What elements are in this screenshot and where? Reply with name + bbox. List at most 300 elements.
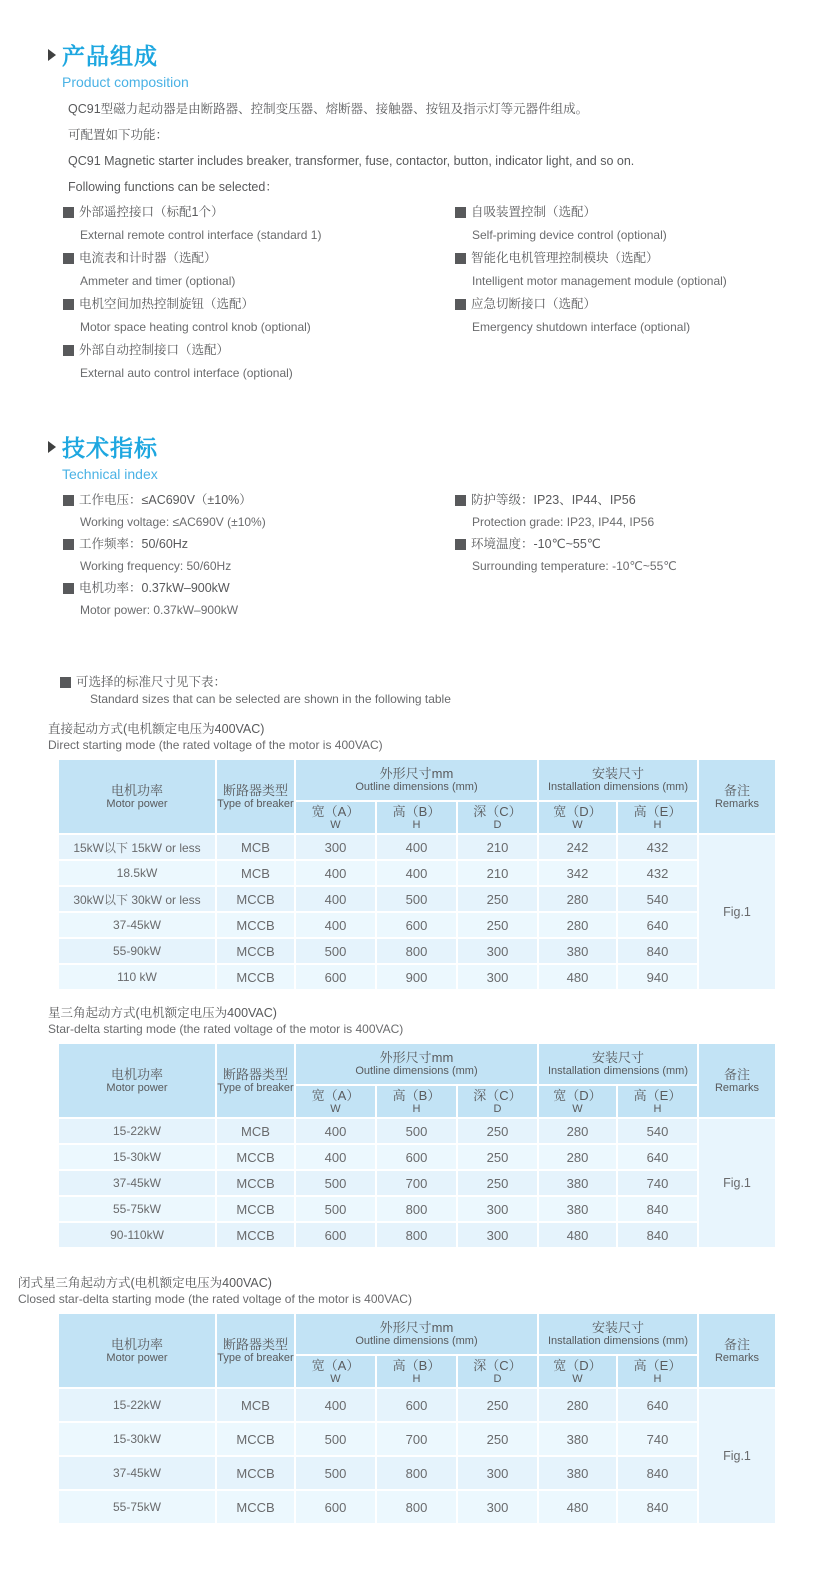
group-header-outline-dimensions-en: Outline dimensions (mm) bbox=[355, 781, 478, 793]
square-bullet-icon bbox=[63, 583, 74, 594]
group-header-installation-dimensions-en: Installation dimensions (mm) bbox=[548, 1335, 688, 1347]
square-bullet-icon bbox=[455, 253, 466, 264]
sub-col-label-zh: 高（B） bbox=[392, 1087, 441, 1103]
col-header-remarks bbox=[698, 1043, 776, 1118]
item-text-en: Intelligent motor management module (optional) bbox=[472, 274, 727, 288]
item-line-zh bbox=[63, 201, 321, 224]
header-row-main bbox=[58, 759, 776, 801]
col-header-breaker-type-en: Type of breaker bbox=[217, 1351, 294, 1364]
col-header-motor-power-en: Motor power bbox=[106, 1081, 168, 1094]
cell-dimension: 342 bbox=[538, 860, 617, 886]
square-bullet-icon bbox=[63, 345, 74, 356]
table-row bbox=[58, 1388, 776, 1422]
sub-col-letter: W bbox=[572, 1102, 583, 1115]
cell-dimension: 640 bbox=[617, 1144, 698, 1170]
table-block-star-delta bbox=[48, 1005, 777, 1249]
cell-dimension: 840 bbox=[617, 1456, 698, 1490]
list-item bbox=[455, 293, 727, 339]
sub-col-header bbox=[538, 1085, 617, 1118]
table-row bbox=[58, 1144, 776, 1170]
item-text-en: Working frequency: 50/60Hz bbox=[80, 559, 232, 573]
table-row bbox=[58, 1196, 776, 1222]
item-text-zh: 自吸装置控制（选配） bbox=[471, 205, 597, 219]
note-line-zh bbox=[60, 674, 451, 691]
list-item bbox=[455, 247, 727, 293]
cell-breaker-type: MCCB bbox=[216, 1222, 295, 1248]
group-header-outline-dimensions-zh: 外形尺寸mm bbox=[379, 766, 454, 781]
product-title-zh: 产品组成 bbox=[62, 43, 158, 69]
col-header-motor-power-zh: 电机功率 bbox=[110, 1066, 163, 1082]
table-row bbox=[58, 1118, 776, 1144]
paragraph-configure-en: Following functions can be selected： bbox=[68, 180, 278, 194]
cell-dimension: 380 bbox=[538, 938, 617, 964]
item-text-en: Emergency shutdown interface (optional) bbox=[472, 320, 691, 334]
cell-dimension: 400 bbox=[295, 1144, 376, 1170]
item-line-zh bbox=[455, 201, 727, 224]
cell-dimension: 210 bbox=[457, 834, 538, 860]
technical-title-zh: 技术指标 bbox=[62, 435, 158, 461]
sub-col-letter: W bbox=[572, 1372, 583, 1385]
cell-motor-power: 110 kW bbox=[58, 964, 216, 990]
cell-dimension: 432 bbox=[617, 834, 698, 860]
cell-dimension: 400 bbox=[295, 912, 376, 938]
feature-list-left bbox=[63, 201, 321, 385]
paragraph-intro-en: QC91 Magnetic starter includes breaker, transformer, fuse, contactor, button, indicator light, and so on. bbox=[68, 154, 635, 168]
cell-dimension: 400 bbox=[295, 1388, 376, 1422]
sub-col-label-zh: 高（E） bbox=[633, 1357, 682, 1373]
square-bullet-icon bbox=[63, 253, 74, 264]
product-title-en: Product composition bbox=[62, 74, 189, 90]
cell-motor-power: 15kW以下 15kW or less bbox=[58, 834, 216, 860]
sub-col-header bbox=[617, 1355, 698, 1388]
sub-col-label-zh: 高（E） bbox=[633, 803, 682, 819]
standard-sizes-note bbox=[60, 674, 451, 708]
cell-dimension: 400 bbox=[295, 860, 376, 886]
group-header-outline-dimensions-zh: 外形尺寸mm bbox=[379, 1050, 454, 1065]
size-table bbox=[57, 758, 777, 991]
cell-dimension: 900 bbox=[376, 964, 457, 990]
table-row bbox=[58, 886, 776, 912]
cell-dimension: 500 bbox=[295, 1422, 376, 1456]
list-item bbox=[63, 489, 266, 533]
sub-col-label-zh: 宽（D） bbox=[553, 1357, 602, 1373]
cell-breaker-type: MCCB bbox=[216, 1144, 295, 1170]
cell-dimension: 250 bbox=[457, 1388, 538, 1422]
section-product-composition bbox=[48, 38, 189, 90]
square-bullet-icon bbox=[63, 495, 74, 506]
sub-col-header bbox=[295, 1355, 376, 1388]
sub-col-header bbox=[457, 1085, 538, 1118]
cell-motor-power: 15-22kW bbox=[58, 1118, 216, 1144]
list-item bbox=[63, 533, 266, 577]
technical-title-en: Technical index bbox=[62, 466, 158, 482]
item-text-en: Self-priming device control (optional) bbox=[472, 228, 667, 242]
cell-dimension: 480 bbox=[538, 1222, 617, 1248]
group-header-installation-dimensions bbox=[538, 1043, 698, 1085]
paragraph-intro-zh: QC91型磁力起动器是由断路器、控制变压器、熔断器、接触器、按钮及指示灯等元器件组成。 bbox=[68, 102, 589, 116]
sub-col-letter: D bbox=[493, 1102, 502, 1115]
cell-dimension: 600 bbox=[295, 1222, 376, 1248]
group-header-installation-dimensions-zh: 安装尺寸 bbox=[591, 1320, 644, 1335]
table-row bbox=[58, 834, 776, 860]
item-line-zh bbox=[455, 533, 677, 555]
header-row-main bbox=[58, 1043, 776, 1085]
cell-dimension: 500 bbox=[295, 1196, 376, 1222]
table-caption-en: Closed star-delta starting mode (the rated voltage of the motor is 400VAC) bbox=[18, 1292, 412, 1306]
table-body bbox=[58, 1118, 776, 1248]
cell-dimension: 700 bbox=[376, 1170, 457, 1196]
cell-dimension: 250 bbox=[457, 1422, 538, 1456]
sub-col-letter: H bbox=[653, 818, 662, 831]
cell-breaker-type: MCCB bbox=[216, 1422, 295, 1456]
item-line-zh bbox=[63, 247, 321, 270]
list-item bbox=[455, 533, 677, 577]
table-row bbox=[58, 938, 776, 964]
header-row-main bbox=[58, 1313, 776, 1355]
cell-dimension: 300 bbox=[457, 1222, 538, 1248]
sub-col-header bbox=[538, 801, 617, 834]
size-table bbox=[57, 1312, 777, 1525]
cell-breaker-type: MCCB bbox=[216, 1170, 295, 1196]
col-header-motor-power bbox=[58, 759, 216, 834]
cell-dimension: 600 bbox=[376, 1144, 457, 1170]
col-header-breaker-type bbox=[216, 1043, 295, 1118]
table-caption-en: Star-delta starting mode (the rated voltage of the motor is 400VAC) bbox=[48, 1022, 404, 1036]
cell-dimension: 300 bbox=[457, 1490, 538, 1524]
table-row bbox=[58, 1456, 776, 1490]
item-line-zh bbox=[63, 293, 321, 316]
item-text-en: External remote control interface (standard 1) bbox=[80, 228, 322, 242]
list-item bbox=[63, 201, 321, 247]
cell-dimension: 840 bbox=[617, 1196, 698, 1222]
cell-dimension: 740 bbox=[617, 1422, 698, 1456]
sub-col-letter: H bbox=[412, 1372, 421, 1385]
sub-col-letter: W bbox=[330, 818, 341, 831]
cell-dimension: 600 bbox=[295, 964, 376, 990]
square-bullet-icon bbox=[60, 677, 71, 688]
item-text-zh: 环境温度：-10℃~55℃ bbox=[471, 537, 601, 551]
cell-dimension: 250 bbox=[457, 912, 538, 938]
cell-dimension: 480 bbox=[538, 1490, 617, 1524]
list-item bbox=[63, 339, 321, 385]
cell-dimension: 380 bbox=[538, 1196, 617, 1222]
item-text-zh: 智能化电机管理控制模块（选配） bbox=[471, 251, 659, 265]
cell-dimension: 400 bbox=[295, 1118, 376, 1144]
item-text-en: Motor power: 0.37kW–900kW bbox=[80, 603, 239, 617]
sub-col-letter: D bbox=[493, 818, 502, 831]
cell-dimension: 840 bbox=[617, 1222, 698, 1248]
list-item bbox=[455, 201, 727, 247]
cell-breaker-type: MCCB bbox=[216, 1196, 295, 1222]
product-paragraphs bbox=[68, 96, 634, 200]
col-header-motor-power-zh: 电机功率 bbox=[110, 1336, 163, 1352]
col-header-remarks-zh: 备注 bbox=[723, 782, 750, 798]
cell-motor-power: 37-45kW bbox=[58, 1170, 216, 1196]
cell-dimension: 250 bbox=[457, 1118, 538, 1144]
group-header-installation-dimensions bbox=[538, 1313, 698, 1355]
cell-remark: Fig.1 bbox=[698, 834, 776, 990]
col-header-breaker-type bbox=[216, 1313, 295, 1388]
cell-dimension: 700 bbox=[376, 1422, 457, 1456]
cell-dimension: 300 bbox=[457, 1456, 538, 1490]
sub-col-letter: H bbox=[412, 1102, 421, 1115]
cell-motor-power: 18.5kW bbox=[58, 860, 216, 886]
square-bullet-icon bbox=[455, 539, 466, 550]
cell-dimension: 250 bbox=[457, 1144, 538, 1170]
group-header-installation-dimensions-zh: 安装尺寸 bbox=[591, 766, 644, 781]
cell-motor-power: 15-30kW bbox=[58, 1422, 216, 1456]
group-header-installation-dimensions bbox=[538, 759, 698, 801]
list-item bbox=[63, 247, 321, 293]
group-header-outline-dimensions-en: Outline dimensions (mm) bbox=[355, 1065, 478, 1077]
item-text-zh: 防护等级：IP23、IP44、IP56 bbox=[471, 493, 636, 507]
col-header-breaker-type-zh: 断路器类型 bbox=[222, 1066, 288, 1082]
cell-dimension: 280 bbox=[538, 1388, 617, 1422]
section-title-row bbox=[48, 38, 189, 71]
cell-breaker-type: MCCB bbox=[216, 1456, 295, 1490]
sub-col-letter: H bbox=[653, 1102, 662, 1115]
cell-dimension: 800 bbox=[376, 1222, 457, 1248]
group-header-installation-dimensions-en: Installation dimensions (mm) bbox=[548, 781, 688, 793]
sub-col-label-zh: 宽（A） bbox=[311, 1087, 360, 1103]
cell-dimension: 280 bbox=[538, 886, 617, 912]
cell-motor-power: 37-45kW bbox=[58, 912, 216, 938]
item-text-zh: 外部遥控接口（标配1个） bbox=[79, 205, 224, 219]
list-item bbox=[63, 577, 266, 621]
item-line-zh bbox=[455, 247, 727, 270]
sub-col-label-zh: 宽（D） bbox=[553, 803, 602, 819]
square-bullet-icon bbox=[63, 539, 74, 550]
group-header-outline-dimensions-zh: 外形尺寸mm bbox=[379, 1320, 454, 1335]
sub-col-label-zh: 宽（A） bbox=[311, 1357, 360, 1373]
group-header-outline-dimensions bbox=[295, 1313, 538, 1355]
cell-dimension: 800 bbox=[376, 1196, 457, 1222]
sub-col-letter: H bbox=[653, 1372, 662, 1385]
item-text-zh: 工作电压：≤AC690V（±10%） bbox=[79, 493, 252, 507]
table-container bbox=[57, 758, 777, 991]
sub-col-header bbox=[295, 801, 376, 834]
cell-motor-power: 55-75kW bbox=[58, 1196, 216, 1222]
cell-breaker-type: MCB bbox=[216, 1388, 295, 1422]
list-item bbox=[455, 489, 677, 533]
square-bullet-icon bbox=[63, 299, 74, 310]
cell-remark: Fig.1 bbox=[698, 1388, 776, 1524]
cell-motor-power: 15-30kW bbox=[58, 1144, 216, 1170]
cell-dimension: 800 bbox=[376, 1456, 457, 1490]
cell-dimension: 840 bbox=[617, 1490, 698, 1524]
cell-dimension: 480 bbox=[538, 964, 617, 990]
item-line-zh bbox=[455, 489, 677, 511]
sub-col-header bbox=[617, 801, 698, 834]
item-text-zh: 应急切断接口（选配） bbox=[471, 297, 597, 311]
cell-dimension: 500 bbox=[376, 886, 457, 912]
item-line-zh bbox=[455, 293, 727, 316]
cell-dimension: 400 bbox=[376, 834, 457, 860]
sub-col-label-zh: 深（C） bbox=[473, 1087, 522, 1103]
item-text-zh: 外部自动控制接口（选配） bbox=[79, 343, 230, 357]
cell-breaker-type: MCB bbox=[216, 834, 295, 860]
cell-dimension: 500 bbox=[295, 1170, 376, 1196]
col-header-remarks bbox=[698, 759, 776, 834]
cell-breaker-type: MCB bbox=[216, 860, 295, 886]
cell-dimension: 500 bbox=[295, 938, 376, 964]
cell-dimension: 600 bbox=[376, 912, 457, 938]
cell-dimension: 380 bbox=[538, 1170, 617, 1196]
sub-col-label-zh: 高（B） bbox=[392, 803, 441, 819]
cell-dimension: 640 bbox=[617, 912, 698, 938]
sub-col-label-zh: 宽（A） bbox=[311, 803, 360, 819]
cell-dimension: 300 bbox=[457, 938, 538, 964]
cell-dimension: 300 bbox=[457, 964, 538, 990]
cell-dimension: 640 bbox=[617, 1388, 698, 1422]
cell-motor-power: 30kW以下 30kW or less bbox=[58, 886, 216, 912]
square-bullet-icon bbox=[455, 207, 466, 218]
sub-col-header bbox=[457, 1355, 538, 1388]
cell-dimension: 800 bbox=[376, 938, 457, 964]
table-row bbox=[58, 1422, 776, 1456]
cell-dimension: 400 bbox=[376, 860, 457, 886]
cell-breaker-type: MCB bbox=[216, 1118, 295, 1144]
note-text-en: Standard sizes that can be selected are shown in the following table bbox=[90, 692, 451, 706]
cell-dimension: 600 bbox=[376, 1388, 457, 1422]
table-body bbox=[58, 834, 776, 990]
item-text-zh: 工作频率：50/60Hz bbox=[79, 537, 189, 551]
sub-col-header bbox=[376, 1085, 457, 1118]
section-technical-index bbox=[48, 430, 158, 482]
table-row bbox=[58, 964, 776, 990]
item-line-zh bbox=[63, 339, 321, 362]
col-header-breaker-type bbox=[216, 759, 295, 834]
list-item bbox=[63, 293, 321, 339]
cell-motor-power: 90-110kW bbox=[58, 1222, 216, 1248]
cell-dimension: 840 bbox=[617, 938, 698, 964]
table-row bbox=[58, 1490, 776, 1524]
square-bullet-icon bbox=[455, 495, 466, 506]
col-header-motor-power bbox=[58, 1043, 216, 1118]
cell-dimension: 280 bbox=[538, 912, 617, 938]
col-header-motor-power-zh: 电机功率 bbox=[110, 782, 163, 798]
item-text-en: Ammeter and timer (optional) bbox=[80, 274, 236, 288]
section-title-row bbox=[48, 430, 158, 463]
cell-breaker-type: MCCB bbox=[216, 886, 295, 912]
col-header-remarks bbox=[698, 1313, 776, 1388]
cell-motor-power: 55-75kW bbox=[58, 1490, 216, 1524]
col-header-breaker-type-en: Type of breaker bbox=[217, 797, 294, 810]
sub-col-header bbox=[376, 801, 457, 834]
spec-list-right bbox=[455, 489, 677, 577]
item-text-zh: 电机功率：0.37kW–900kW bbox=[79, 581, 230, 595]
cell-dimension: 540 bbox=[617, 886, 698, 912]
table-row bbox=[58, 912, 776, 938]
item-text-en: Working voltage: ≤AC690V (±10%) bbox=[80, 515, 266, 529]
cell-dimension: 432 bbox=[617, 860, 698, 886]
cell-breaker-type: MCCB bbox=[216, 938, 295, 964]
square-bullet-icon bbox=[455, 299, 466, 310]
table-container bbox=[57, 1312, 777, 1525]
table-header bbox=[58, 1043, 776, 1118]
size-table bbox=[57, 1042, 777, 1249]
group-header-outline-dimensions bbox=[295, 759, 538, 801]
col-header-remarks-en: Remarks bbox=[714, 1081, 759, 1094]
item-line-zh bbox=[63, 489, 266, 511]
table-header bbox=[58, 759, 776, 834]
cell-dimension: 300 bbox=[295, 834, 376, 860]
cell-remark: Fig.1 bbox=[698, 1118, 776, 1248]
sub-col-label-zh: 宽（D） bbox=[553, 1087, 602, 1103]
sub-col-label-zh: 高（B） bbox=[392, 1357, 441, 1373]
note-text-zh: 可选择的标准尺寸见下表： bbox=[76, 675, 227, 689]
cell-dimension: 250 bbox=[457, 1170, 538, 1196]
cell-dimension: 280 bbox=[538, 1118, 617, 1144]
table-row bbox=[58, 1222, 776, 1248]
sub-col-label-zh: 高（E） bbox=[633, 1087, 682, 1103]
item-line-zh bbox=[63, 533, 266, 555]
cell-breaker-type: MCCB bbox=[216, 1490, 295, 1524]
cell-dimension: 400 bbox=[295, 886, 376, 912]
cell-motor-power: 37-45kW bbox=[58, 1456, 216, 1490]
table-row bbox=[58, 1170, 776, 1196]
cell-dimension: 500 bbox=[376, 1118, 457, 1144]
cell-dimension: 380 bbox=[538, 1422, 617, 1456]
cell-dimension: 250 bbox=[457, 886, 538, 912]
sub-col-letter: H bbox=[412, 818, 421, 831]
cell-breaker-type: MCCB bbox=[216, 912, 295, 938]
cell-dimension: 540 bbox=[617, 1118, 698, 1144]
sub-col-header bbox=[538, 1355, 617, 1388]
col-header-remarks-zh: 备注 bbox=[723, 1336, 750, 1352]
item-text-en: Protection grade: IP23, IP44, IP56 bbox=[472, 515, 655, 529]
col-header-breaker-type-en: Type of breaker bbox=[217, 1081, 294, 1094]
cell-dimension: 210 bbox=[457, 860, 538, 886]
cell-dimension: 500 bbox=[295, 1456, 376, 1490]
cell-dimension: 940 bbox=[617, 964, 698, 990]
item-text-zh: 电机空间加热控制旋钮（选配） bbox=[79, 297, 255, 311]
sub-col-label-zh: 深（C） bbox=[473, 803, 522, 819]
item-text-en: Surrounding temperature: -10℃~55℃ bbox=[472, 559, 677, 573]
table-header bbox=[58, 1313, 776, 1388]
cell-motor-power: 15-22kW bbox=[58, 1388, 216, 1422]
table-caption-zh: 闭式星三角起动方式(电机额定电压为400VAC) bbox=[18, 1276, 272, 1290]
table-row bbox=[58, 860, 776, 886]
sub-col-header bbox=[617, 1085, 698, 1118]
table-container bbox=[57, 1042, 777, 1249]
item-text-en: Motor space heating control knob (optional) bbox=[80, 320, 311, 334]
cell-motor-power: 55-90kW bbox=[58, 938, 216, 964]
item-text-en: External auto control interface (optional) bbox=[80, 366, 293, 380]
col-header-remarks-en: Remarks bbox=[714, 797, 759, 810]
item-text-zh: 电流表和计时器（选配） bbox=[79, 251, 217, 265]
col-header-motor-power bbox=[58, 1313, 216, 1388]
col-header-motor-power-en: Motor power bbox=[106, 797, 168, 810]
cell-dimension: 740 bbox=[617, 1170, 698, 1196]
col-header-breaker-type-zh: 断路器类型 bbox=[222, 782, 288, 798]
cell-breaker-type: MCCB bbox=[216, 964, 295, 990]
sub-col-letter: W bbox=[572, 818, 583, 831]
feature-list-right bbox=[455, 201, 727, 339]
cell-dimension: 600 bbox=[295, 1490, 376, 1524]
col-header-remarks-en: Remarks bbox=[714, 1351, 759, 1364]
spec-list-left bbox=[63, 489, 266, 621]
square-bullet-icon bbox=[63, 207, 74, 218]
sub-col-letter: D bbox=[493, 1372, 502, 1385]
table-caption-en: Direct starting mode (the rated voltage of the motor is 400VAC) bbox=[48, 738, 383, 752]
sub-col-header bbox=[295, 1085, 376, 1118]
sub-col-label-zh: 深（C） bbox=[473, 1357, 522, 1373]
sub-col-letter: W bbox=[330, 1372, 341, 1385]
group-header-outline-dimensions bbox=[295, 1043, 538, 1085]
cell-dimension: 242 bbox=[538, 834, 617, 860]
cell-dimension: 280 bbox=[538, 1144, 617, 1170]
